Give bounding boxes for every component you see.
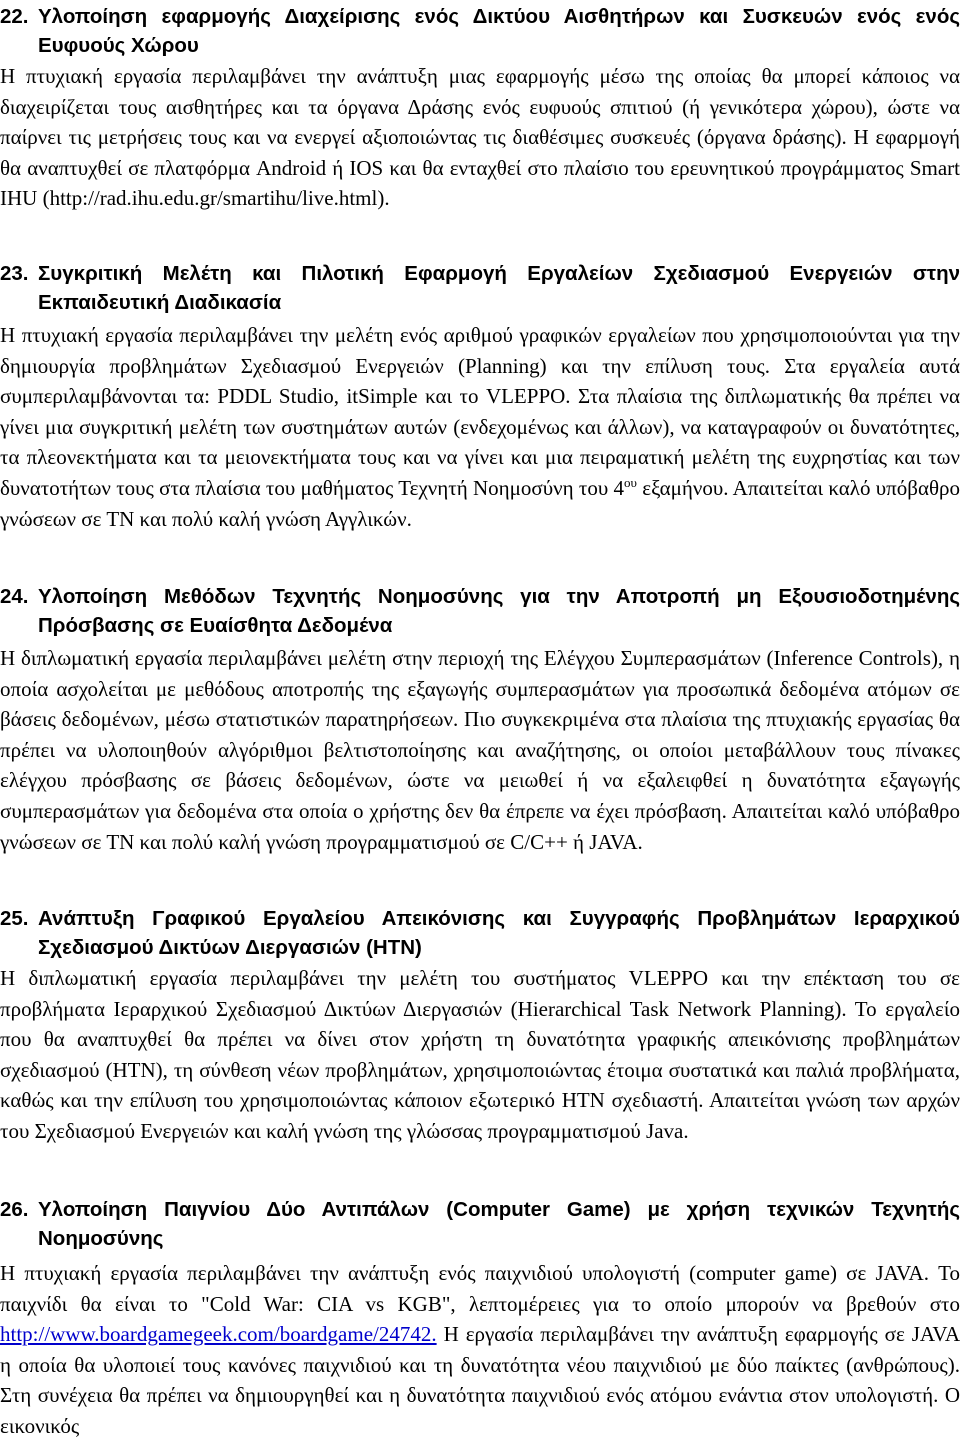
section-23-body bbox=[0, 320, 960, 534]
body-text-tail: εξαμήνου. Απαιτείται καλό υπόβαθρο γνώσεων σε ΤΝ και πολύ καλή γνώση Αγγλικών. bbox=[0, 475, 960, 531]
body-text: Η πτυχιακή εργασία περιλαμβάνει την ανάπτυξη ενός παιχνιδιού υπολογιστή (computer game) σε JAVA. Το παιχνίδι θα είναι το "Cold War: CIA vs KGB", λεπτομέρειες για το οποίο μπορούν να βρεθούν στο bbox=[0, 1261, 960, 1316]
section-title: Ανάπτυξη Γραφικού Εργαλείου Απεικόνισης και Συγγραφής Προβλημάτων Ιεραρχικού Σχεδιασμού Δικτύων Διεργασιών (HTN) bbox=[38, 907, 960, 959]
body-text: Η πτυχιακή εργασία περιλαμβάνει την μελέτη ενός αριθμού γραφικών εργαλείων που χρησιμοποιούνται για την δημιουργία προβλημάτων Σχεδιασμού Ενεργειών (Planning) και την επίλυση τους. Στα εργαλεία αυτά συμπεριλαμβάνονται τα: PDDL Studio, itSimple και το VLEPPO. Στα πλαίσια της διπλωματικής θα πρέπει να γίνει μια συγκριτική μελέτη των συστημάτων αυτών (ενδεχομένως και άλλων), να καταγραφούν οι δυνατότητες, τα πλεονεκτήματα και τα μειονεκτήματα τους και να γίνει και μια πειραματική μελέτη της ευχρηστίας και των δυνατοτήτων τους στα πλαίσια του μαθήματος Τεχνητή Νοημοσύνη του 4 bbox=[0, 323, 960, 500]
section-25-heading bbox=[0, 904, 960, 962]
section-number: 24. bbox=[0, 585, 29, 608]
section-26-heading bbox=[0, 1195, 960, 1253]
section-23-heading bbox=[0, 259, 960, 317]
section-title: Υλοποίηση Παιγνίου Δύο Αντιπάλων (Computer Game) με χρήση τεχνικών Τεχνητής Νοημοσύνης bbox=[38, 1198, 960, 1250]
section-number: 26. bbox=[0, 1198, 29, 1221]
section-title: Υλοποίηση Μεθόδων Τεχνητής Νοημοσύνης για την Αποτροπή μη Εξουσιοδοτημένης Πρόσβασης σε Ευαίσθητα Δεδομένα bbox=[38, 585, 960, 637]
section-25-body: Η διπλωματική εργασία περιλαμβάνει την μελέτη του συστήματος VLEPPO και την επέκταση του σε προβλήματα Ιεραρχικού Σχεδιασμού Δικτύων Διεργασιών (Hierarchical Task Network Planning). Το εργαλείο που θα αναπτυχθεί θα πρέπει να δίνει στον χρήστη τη δυνατότητα γραφικής απεικόνισης προβλημάτων σχεδιασμού (HTN), τη σύνθεση νέων προβλημάτων, χρησιμοποιώντας έτοιμα συστατικά και παλιά προβλήματα, καθώς και την επίλυση του χρησιμοποιώντας κάποιον εξωτερικό HTN σχεδιαστή. Απαιτείται γνώση των αρχών του Σχεδιασμού Ενεργειών και καλή γνώση της γλώσσας προγραμματισμού Java. bbox=[0, 966, 960, 1143]
section-number: 22. bbox=[0, 5, 29, 28]
section-24-heading bbox=[0, 582, 960, 640]
section-26-body bbox=[0, 1258, 960, 1442]
section-22-heading bbox=[0, 2, 960, 60]
section-22-body: Η πτυχιακή εργασία περιλαμβάνει την ανάπτυξη μιας εφαρμογής μέσω της οποίας θα μπορεί κάποιος να διαχειρίζεται τους αισθητήρες και τα όργανα Δράσης ενός ευφυούς σπιτιού (ή γενικότερα χώρου), ώστε να παίρνει τις μετρήσεις τους και να ενεργεί αξιοποιώντας τις διαθέσιμες συσκευές (όργανα δράσης). Η εφαρμογή θα αναπτυχθεί σε πλατφόρμα Android ή IOS και θα ενταχθεί στο πλαίσιο του ερευνητικού προγράμματος Smart IHU (http://rad.ihu.edu.gr/smartihu/live.html). bbox=[0, 64, 960, 211]
section-title: Υλοποίηση εφαρμογής Διαχείρισης ενός Δικτύου Αισθητήρων και Συσκευών ενός ενός Ευφυούς Χώρου bbox=[38, 5, 960, 57]
section-number: 25. bbox=[0, 907, 29, 930]
section-number: 23. bbox=[0, 262, 29, 285]
section-24-body: Η διπλωματική εργασία περιλαμβάνει μελέτη στην περιοχή της Ελέγχου Συμπερασμάτων (Inference Controls), η οποία ασχολείται με μεθόδους αποτροπής της εξαγωγής συμπερασμάτων για προσωπικά δεδομένα ατόμων σε βάσεις δεδομένων, μέσω στατιστικών παρατηρήσεων. Πιο συγκεκριμένα στα πλαίσια της πτυχιακής εργασίας θα πρέπει να υλοποιηθούν αλγόριθμοι βελτιστοποίησης και αναζήτησης, οι οποίοι μεταβάλλουν τους πίνακες ελέγχου πρόσβασης σε βάσεις δεδομένων, ώστε να μειωθεί ή να εξαλειφθεί η δυνατότητα εξαγωγής συμπερασμάτων για δεδομένα στα οποία ο χρήστης δεν θα έπρεπε να έχει πρόσβαση. Απαιτείται καλό υπόβαθρο γνώσεων σε ΤΝ και πολύ καλή γνώση προγραμματισμού σε C/C++ ή JAVA. bbox=[0, 646, 960, 854]
body-text-tail: Η εργασία περιλαμβάνει την ανάπτυξη εφαρμογής σε JAVA η οποία θα υλοποιεί τους κανόνες παιχνιδιού και τη δυνατότητα νέου παιχνιδιού με δύο παίκτες (ανθρώπους). Στη συνέχεια θα πρέπει να δημιουργηθεί και η δυνατότητα παιχνιδιού ενός ατόμου ενάντια στον υπολογιστή. Ο εικονικός bbox=[0, 1322, 960, 1438]
boardgamegeek-link[interactable]: http://www.boardgamegeek.com/boardgame/24742. bbox=[0, 1322, 437, 1347]
ordinal-suffix: ου bbox=[624, 474, 637, 490]
section-title: Συγκριτική Μελέτη και Πιλοτική Εφαρμογή Εργαλείων Σχεδιασμού Ενεργειών στην Εκπαιδευτική Διαδικασία bbox=[38, 262, 960, 314]
